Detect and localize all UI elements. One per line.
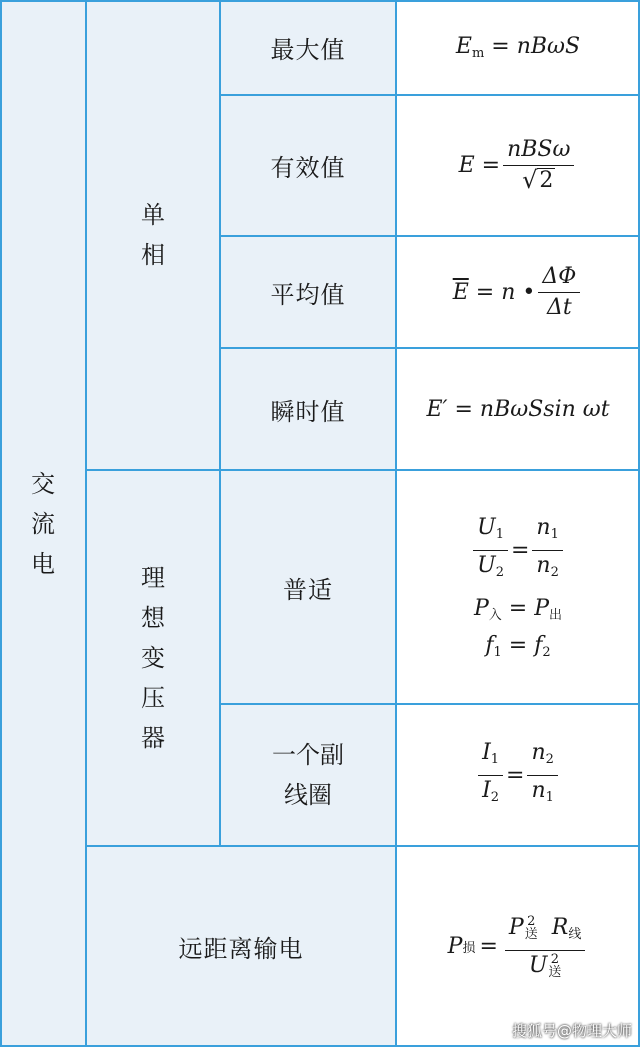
char: 相 xyxy=(141,241,165,269)
formula-transmission xyxy=(396,846,640,1047)
border xyxy=(85,0,87,1047)
char: 单 xyxy=(141,201,165,229)
watermark: 搜狐号@物理大师 xyxy=(511,1022,632,1040)
label xyxy=(272,735,344,815)
formula: P 损 = P 2 送 $R_线$ U 2 送 xyxy=(448,915,589,979)
border xyxy=(219,347,640,349)
border xyxy=(219,703,640,705)
formula: E = nBSω √ 2 xyxy=(459,137,578,195)
formula-stack xyxy=(470,515,566,660)
char: 流 xyxy=(31,509,55,538)
group-single-phase xyxy=(86,0,220,470)
formula-average xyxy=(396,236,640,348)
fraction: $\frac{\Delta\Phi}{\Delta t}$ xyxy=(538,264,580,321)
char: 理 xyxy=(141,564,165,592)
formula: $E_m = nB\omega S$ xyxy=(455,34,581,61)
row-label-average xyxy=(220,236,396,348)
label: 普适 xyxy=(283,575,333,604)
formula-max xyxy=(396,0,640,95)
char: 交 xyxy=(31,469,55,498)
ideal-transformer-label xyxy=(141,558,165,758)
label: 有效值 xyxy=(270,154,346,182)
char: 器 xyxy=(141,724,165,752)
formula-ratio: $\frac{U_1}{U_2}$ = $\frac{n_1}{n_2}$ xyxy=(470,515,566,586)
formula-power: $P_入 = P_出$ xyxy=(473,595,563,623)
formula-effective xyxy=(396,95,640,236)
border xyxy=(85,845,640,847)
border xyxy=(0,0,640,2)
border xyxy=(395,0,397,1047)
formula: $\frac{I_1}{I_2}$ = $\frac{n_2}{n_1}$ xyxy=(475,740,561,811)
row-label-general xyxy=(220,470,396,704)
formula-instant xyxy=(396,348,640,470)
formula-single-coil xyxy=(396,704,640,846)
border xyxy=(0,0,2,1047)
formula: $\overline{E}$ = n • $\frac{\Delta\Phi}{\Delta t}$ xyxy=(453,264,584,321)
row-label-instant xyxy=(220,348,396,470)
label: 平均值 xyxy=(270,280,346,309)
border xyxy=(219,0,221,846)
label: 瞬时值 xyxy=(270,397,346,426)
fraction: nBSω √ 2 xyxy=(503,137,574,195)
alternating-current-label xyxy=(31,464,55,584)
label: 远距离输电 xyxy=(178,935,304,963)
formula-frequency: $f_1 = f_2$ xyxy=(485,632,551,660)
char: 想 xyxy=(141,604,165,632)
row-label-single-coil xyxy=(220,704,396,846)
col-alternating-current xyxy=(0,0,86,1047)
label-line: 线圈 xyxy=(284,781,332,809)
border xyxy=(85,469,640,471)
border xyxy=(219,235,640,237)
formula: E′ = nBωSsin ωt xyxy=(426,396,610,422)
single-phase-label xyxy=(141,195,165,275)
border xyxy=(219,94,640,96)
formula-general xyxy=(396,470,640,704)
row-label-max xyxy=(220,0,396,95)
char: 变 xyxy=(141,644,165,672)
row-label-transmission xyxy=(86,846,396,1047)
group-ideal-transformer xyxy=(86,470,220,846)
label: 最大值 xyxy=(270,36,346,64)
char: 电 xyxy=(31,549,55,578)
char: 压 xyxy=(141,684,165,712)
label-line: 一个副 xyxy=(272,741,344,769)
row-label-effective xyxy=(220,95,396,236)
